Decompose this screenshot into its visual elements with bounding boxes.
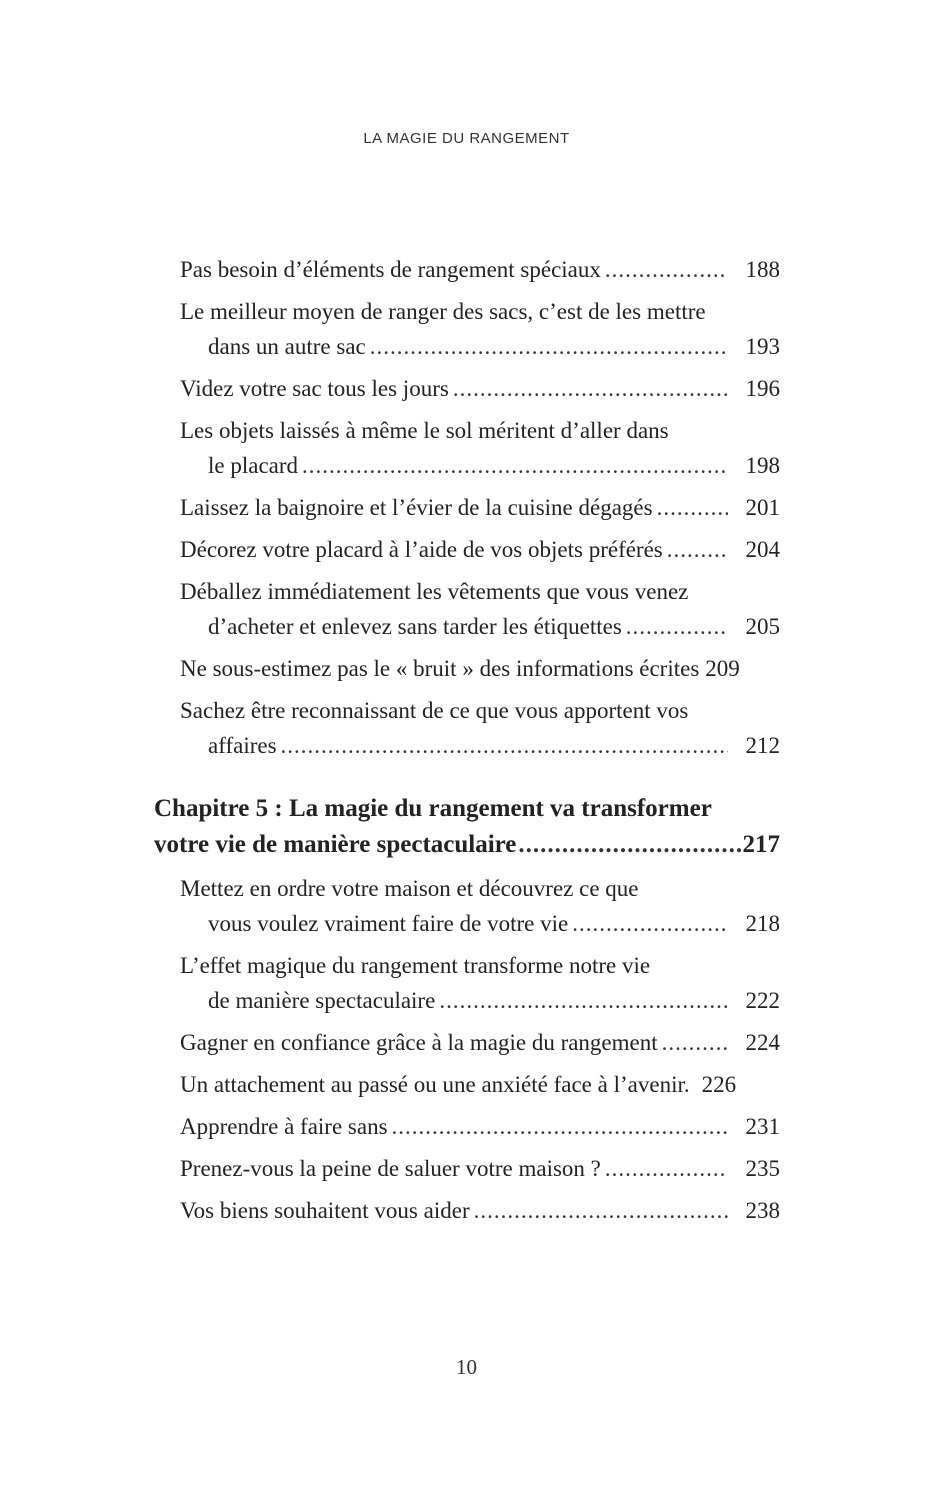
toc-entry[interactable] bbox=[180, 252, 780, 287]
toc-entry-title: Mettez en ordre votre maison et découvrez ce que bbox=[180, 876, 639, 901]
toc-entry[interactable] bbox=[180, 693, 780, 763]
toc-entry-title: Le meilleur moyen de ranger des sacs, c’est de les mettre bbox=[180, 299, 706, 324]
toc-entry[interactable] bbox=[180, 574, 780, 644]
toc-entry-title: L’effet magique du rangement transforme notre vie bbox=[180, 953, 651, 978]
dot-leader bbox=[392, 1109, 728, 1144]
table-of-contents bbox=[154, 252, 780, 1235]
toc-page-number: 231 bbox=[745, 1114, 780, 1139]
dot-leader bbox=[518, 827, 740, 863]
toc-page-number: 193 bbox=[745, 334, 780, 359]
toc-page-number: 204 bbox=[745, 537, 780, 562]
toc-entry[interactable] bbox=[180, 1067, 780, 1102]
toc-page-number: 212 bbox=[745, 733, 780, 758]
page-number: 10 bbox=[456, 1355, 477, 1379]
chapter-heading[interactable] bbox=[154, 791, 780, 863]
toc-page-number: 209 bbox=[705, 656, 740, 681]
toc-entry-title-continued: dans un autre sac bbox=[208, 334, 366, 359]
toc-page-number: 224 bbox=[745, 1030, 780, 1055]
toc-entry-title: Les objets laissés à même le sol méritent d’aller dans bbox=[180, 418, 669, 443]
toc-entry-title: Laissez la baignoire et l’évier de la cuisine dégagés bbox=[180, 495, 653, 520]
dot-leader bbox=[302, 448, 728, 483]
toc-entry-title: Ne sous-estimez pas le « bruit » des informations écrites bbox=[180, 656, 700, 681]
dot-leader bbox=[572, 906, 728, 941]
dot-leader bbox=[605, 1151, 728, 1186]
chapter-title: Chapitre 5 : La magie du rangement va transformer bbox=[154, 795, 712, 822]
toc-page-number: 235 bbox=[745, 1156, 780, 1181]
toc-entry[interactable] bbox=[180, 871, 780, 941]
toc-page-number: 201 bbox=[745, 495, 780, 520]
toc-entry-title: Apprendre à faire sans bbox=[180, 1114, 388, 1139]
toc-page-number: 205 bbox=[745, 614, 780, 639]
dot-leader bbox=[657, 490, 728, 525]
toc-entry-title-continued: le placard bbox=[208, 453, 299, 478]
dot-leader bbox=[605, 252, 728, 287]
toc-entry[interactable] bbox=[180, 1151, 780, 1186]
toc-page-number: 222 bbox=[745, 988, 780, 1013]
toc-entry-title: Pas besoin d’éléments de rangement spéciaux bbox=[180, 257, 601, 282]
toc-entry-title: Videz votre sac tous les jours bbox=[180, 376, 449, 401]
toc-entry-title: Sachez être reconnaissant de ce que vous apportent vos bbox=[180, 698, 689, 723]
toc-entry-title: Un attachement au passé ou une anxiété face à l’avenir. bbox=[180, 1072, 690, 1097]
toc-entry[interactable] bbox=[180, 371, 780, 406]
toc-entry[interactable] bbox=[180, 1109, 780, 1144]
dot-leader bbox=[370, 329, 728, 364]
toc-entry-title-continued: d’acheter et enlevez sans tarder les étiquettes bbox=[208, 614, 622, 639]
toc-entry-title-continued: affaires bbox=[208, 733, 277, 758]
toc-entry-title: Gagner en confiance grâce à la magie du rangement bbox=[180, 1030, 658, 1055]
toc-page-number: 188 bbox=[745, 257, 780, 282]
toc-entry-title-continued: vous voulez vraiment faire de votre vie bbox=[208, 911, 569, 936]
toc-page-number: 218 bbox=[745, 911, 780, 936]
dot-leader bbox=[439, 983, 728, 1018]
dot-leader bbox=[453, 371, 728, 406]
toc-entry-title: Déballez immédiatement les vêtements que vous venez bbox=[180, 579, 689, 604]
dot-leader bbox=[281, 728, 728, 763]
toc-entry[interactable] bbox=[180, 651, 780, 686]
toc-page-number: 238 bbox=[745, 1198, 780, 1223]
running-title: LA MAGIE DU RANGEMENT bbox=[363, 130, 570, 147]
toc-entry-title: Prenez-vous la peine de saluer votre maison ? bbox=[180, 1156, 601, 1181]
toc-entry-title: Vos biens souhaitent vous aider bbox=[180, 1198, 470, 1223]
toc-entry[interactable] bbox=[180, 490, 780, 525]
toc-entry[interactable] bbox=[180, 532, 780, 567]
toc-entry-title-continued: de manière spectaculaire bbox=[208, 988, 436, 1013]
toc-page-number: 198 bbox=[745, 453, 780, 478]
dot-leader bbox=[662, 1025, 728, 1060]
dot-leader bbox=[474, 1193, 728, 1228]
chapter-page-number: 217 bbox=[742, 831, 780, 858]
toc-entry-title: Décorez votre placard à l’aide de vos objets préférés bbox=[180, 537, 663, 562]
toc-entry[interactable] bbox=[180, 1025, 780, 1060]
toc-page-number: 196 bbox=[745, 376, 780, 401]
dot-leader bbox=[667, 532, 728, 567]
dot-leader bbox=[626, 609, 728, 644]
toc-page-number: 226 bbox=[701, 1072, 737, 1097]
toc-entry[interactable] bbox=[180, 948, 780, 1018]
toc-entry[interactable] bbox=[180, 1193, 780, 1228]
toc-entry[interactable] bbox=[180, 294, 780, 364]
toc-entry[interactable] bbox=[180, 413, 780, 483]
chapter-title-continued: votre vie de manière spectaculaire bbox=[154, 831, 517, 858]
